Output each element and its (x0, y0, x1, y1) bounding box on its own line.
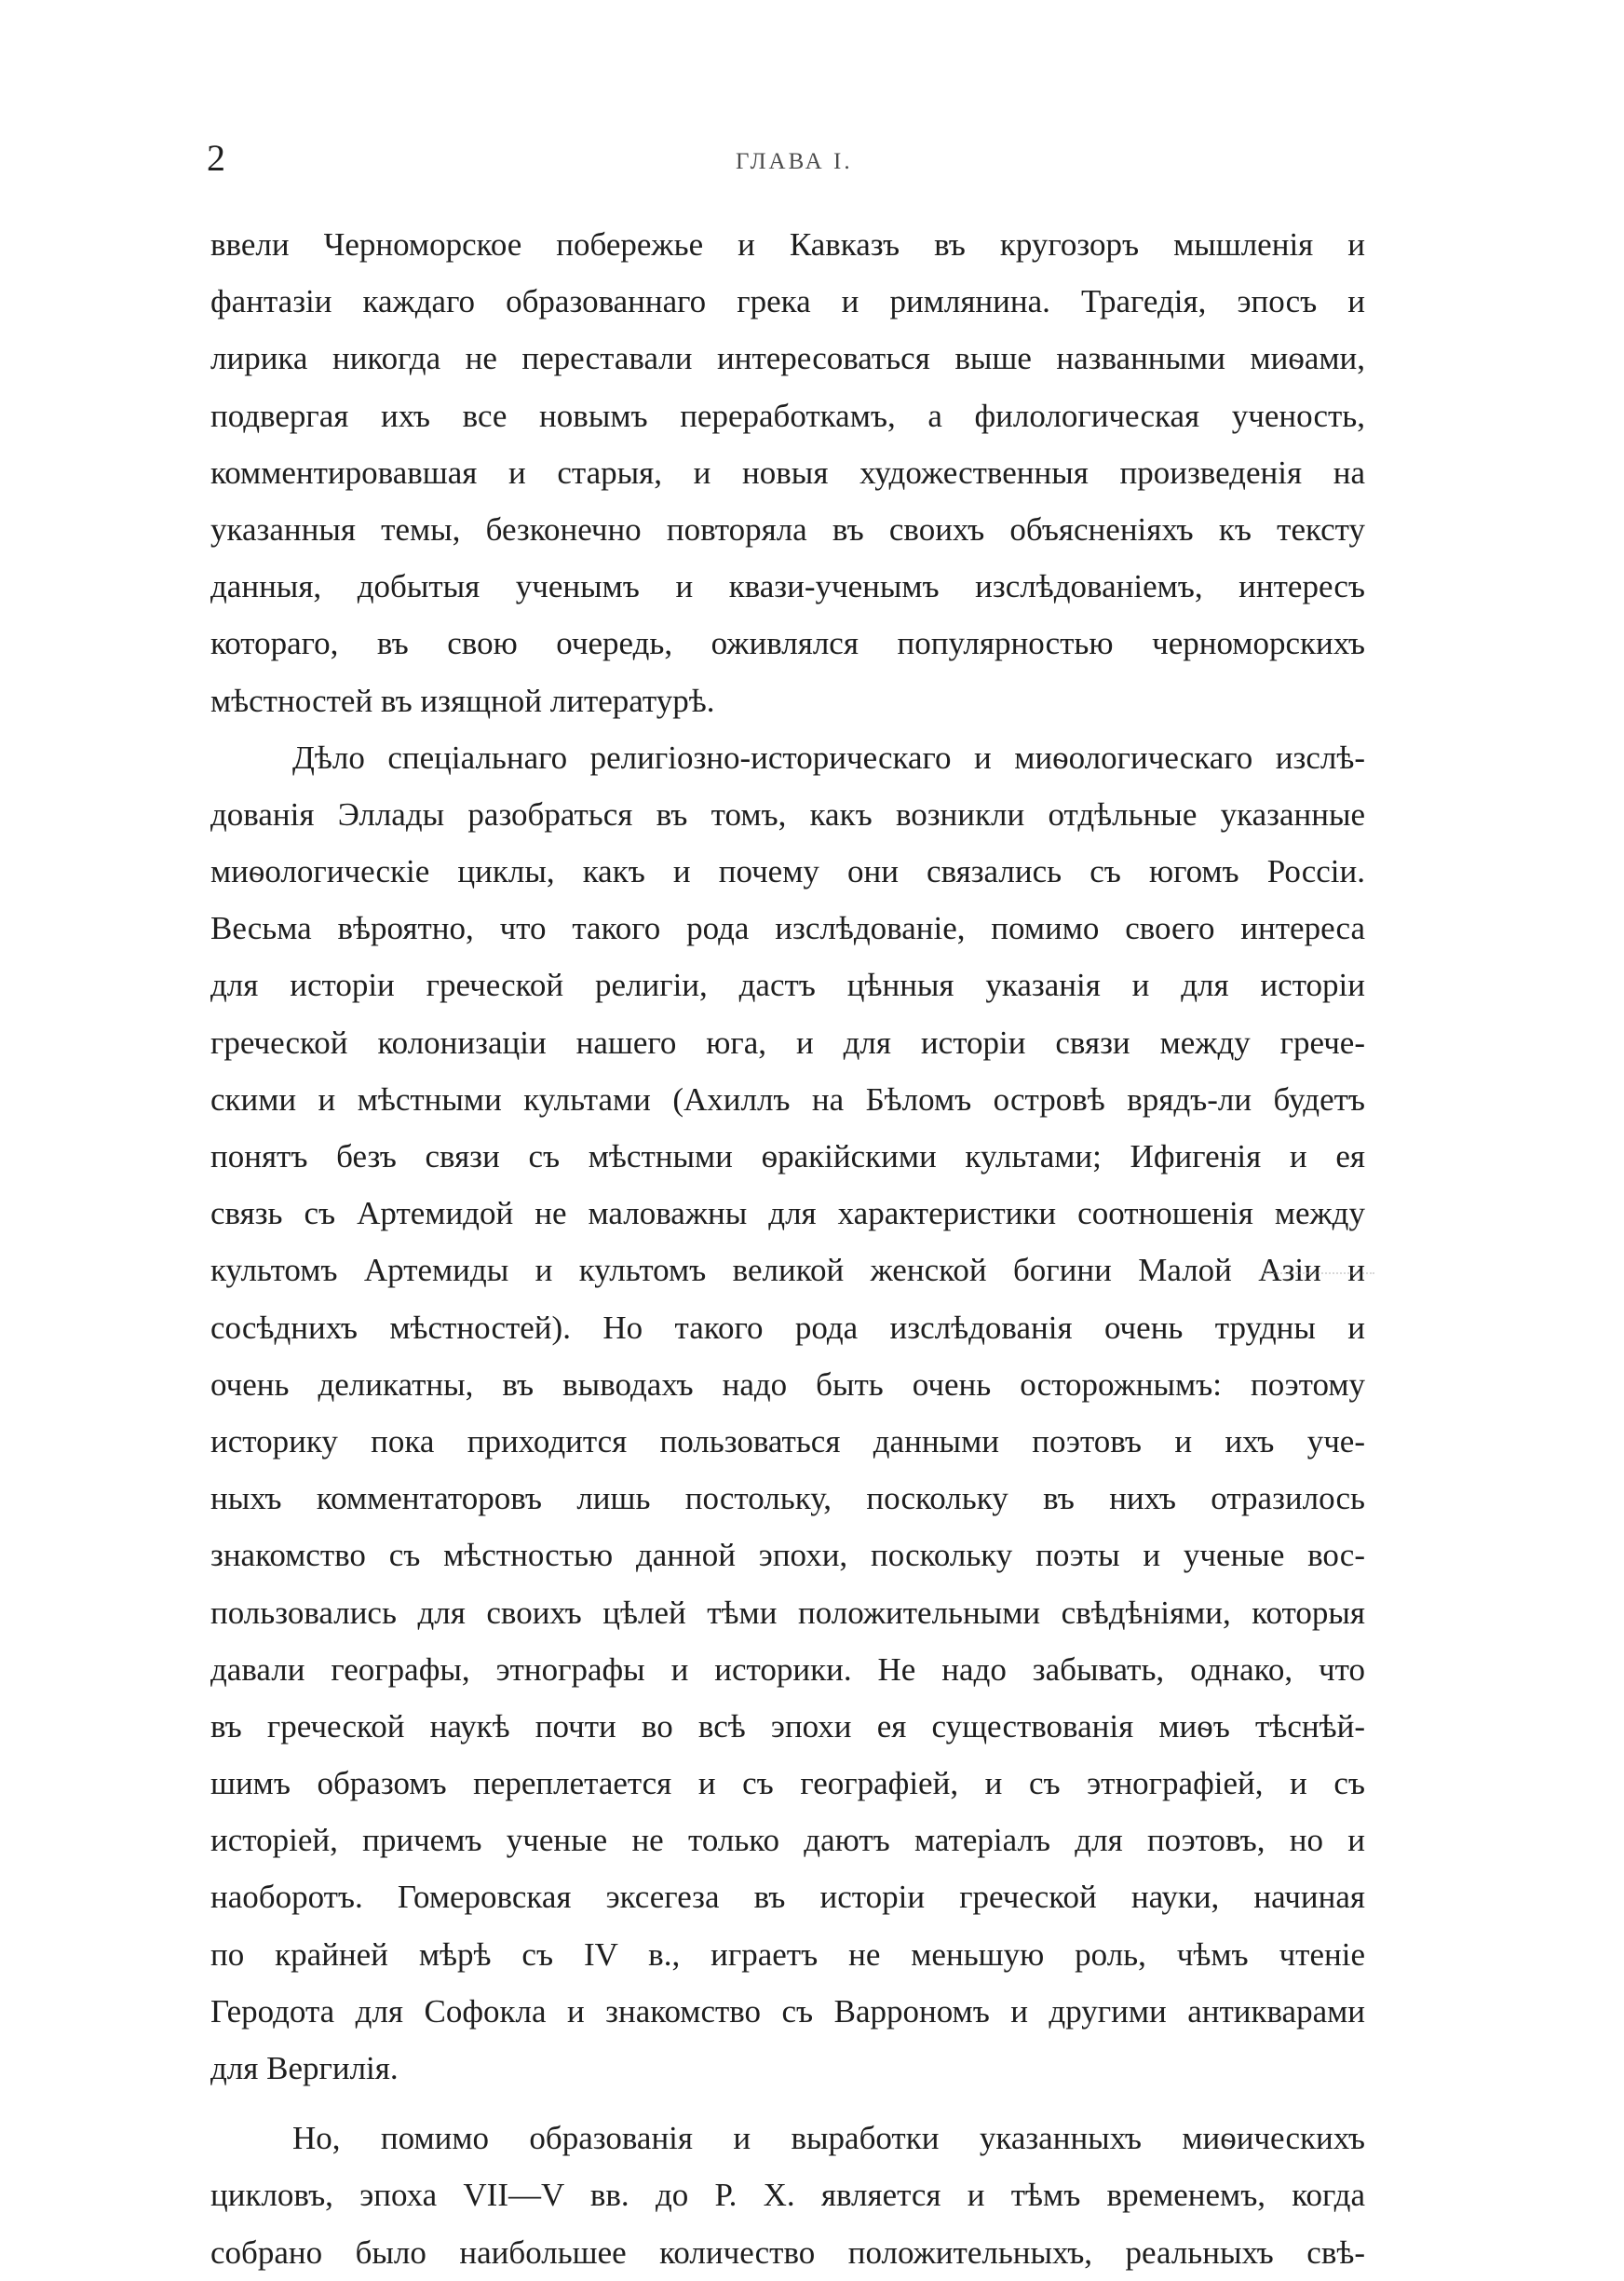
text-line: ввели Черноморское побережье и Кавказъ въ кругозоръ мышленія и (210, 226, 1365, 263)
text-line: понятъ безъ связи съ мѣстными ѳракійскими культами; Ифигенія и ея (210, 1138, 1365, 1174)
text-line: давали географы, этнографы и историки. Не надо забывать, однако, что (210, 1650, 1365, 1688)
text-line: цикловъ, эпоха VII—V вв. до Р. Х. является и тѣмъ временемъ, когда (210, 2177, 1365, 2214)
text-line: въ греческой наукѣ почти во всѣ эпохи ея существованія миѳъ тѣснѣй- (210, 1707, 1365, 1745)
text-line: мѣстностей въ изящной литературѣ. (210, 682, 715, 719)
text-line: историку пока приходится пользоваться данными поэтовъ и ихъ уче- (210, 1422, 1365, 1460)
text-line: указанныя темы, безконечно повторяла въ своихъ объясненіяхъ къ тексту (210, 510, 1365, 548)
text-line: Дѣло спеціальнаго религіозно-историческаго и миѳологическаго изслѣ- (292, 739, 1365, 776)
text-line: исторіей, причемъ ученые не только даютъ матеріалъ для поэтовъ, но и (210, 1822, 1365, 1859)
body-text (210, 216, 1365, 2281)
text-line: связь съ Артемидой не маловажны для характеристики соотношенія между (210, 1195, 1365, 1232)
text-line: подвергая ихъ все новымъ переработкамъ, а филологическая ученость, (210, 397, 1365, 434)
text-line: Весьма вѣроятно, что такого рода изслѣдованіе, помимо своего интереса (210, 910, 1365, 947)
text-line: пользовались для своихъ цѣлей тѣми положительными свѣдѣніями, которыя (210, 1594, 1365, 1631)
text-line: котораго, въ свою очередь, оживлялся популярностью черноморскихъ (210, 625, 1365, 662)
text-line: лирика никогда не переставали интересоваться выше названными миѳами, (210, 340, 1365, 377)
text-line: для исторіи греческой религіи, дастъ цѣнныя указанія и для исторіи (210, 967, 1365, 1004)
text-line: собрано было наибольшее количество положительныхъ, реальныхъ свѣ- (210, 2233, 1365, 2271)
text-line: шимъ образомъ переплетается и съ географіей, и съ этнографіей, и съ (210, 1765, 1365, 1802)
text-line: дованія Эллады разобраться въ томъ, какъ возникли отдѣльные указанные (210, 795, 1365, 833)
text-line: миѳологическіе циклы, какъ и почему они связались съ югомъ Россіи. (210, 853, 1365, 890)
text-line: наоборотъ. Гомеровская эксегеза въ исторіи греческой науки, начиная (210, 1879, 1365, 1916)
text-line: скими и мѣстными культами (Ахиллъ на Бѣломъ островѣ врядъ-ли будетъ (210, 1080, 1365, 1118)
paragraph-2 (210, 729, 1365, 2098)
running-head: ГЛАВА I. (736, 149, 853, 174)
text-line: очень деликатны, въ выводахъ надо быть очень осторожнымъ: поэтому (210, 1365, 1365, 1403)
paragraph-3 (210, 2110, 1365, 2281)
text-line: Но, помимо образованія и выработки указанныхъ миѳическихъ (292, 2120, 1365, 2157)
text-line: по крайней мѣрѣ съ IV в., играетъ не меньшую роль, чѣмъ чтеніе (210, 1935, 1365, 1973)
text-line: Геродота для Софокла и знакомство съ Варрономъ и другими антикварами (210, 1992, 1365, 2030)
paragraph-1 (210, 216, 1365, 729)
text-line: ныхъ комментаторовъ лишь постольку, поскольку въ нихъ отразилось (210, 1480, 1365, 1517)
text-line: знакомство съ мѣстностью данной эпохи, поскольку поэты и ученые вос- (210, 1537, 1365, 1574)
text-line: фантазіи каждаго образованнаго грека и римлянина. Трагедія, эпосъ и (210, 283, 1365, 320)
page-number: 2 (207, 137, 225, 179)
text-line: данныя, добытыя ученымъ и квази-ученымъ изслѣдованіемъ, интересъ (210, 568, 1365, 605)
text-line: комментировавшая и старыя, и новыя художественныя произведенія на (210, 454, 1365, 491)
text-line: культомъ Артемиды и культомъ великой женской богини Малой Азіи и (210, 1252, 1365, 1289)
text-line: для Вергилія. (210, 2050, 399, 2086)
print-smudge (1263, 1272, 1374, 1276)
text-line: сосѣднихъ мѣстностей). Но такого рода изслѣдованія очень трудны и (210, 1309, 1365, 1346)
paragraph-spacer (210, 2097, 1365, 2110)
text-line: греческой колонизаціи нашего юга, и для исторіи связи между грече- (210, 1024, 1365, 1061)
